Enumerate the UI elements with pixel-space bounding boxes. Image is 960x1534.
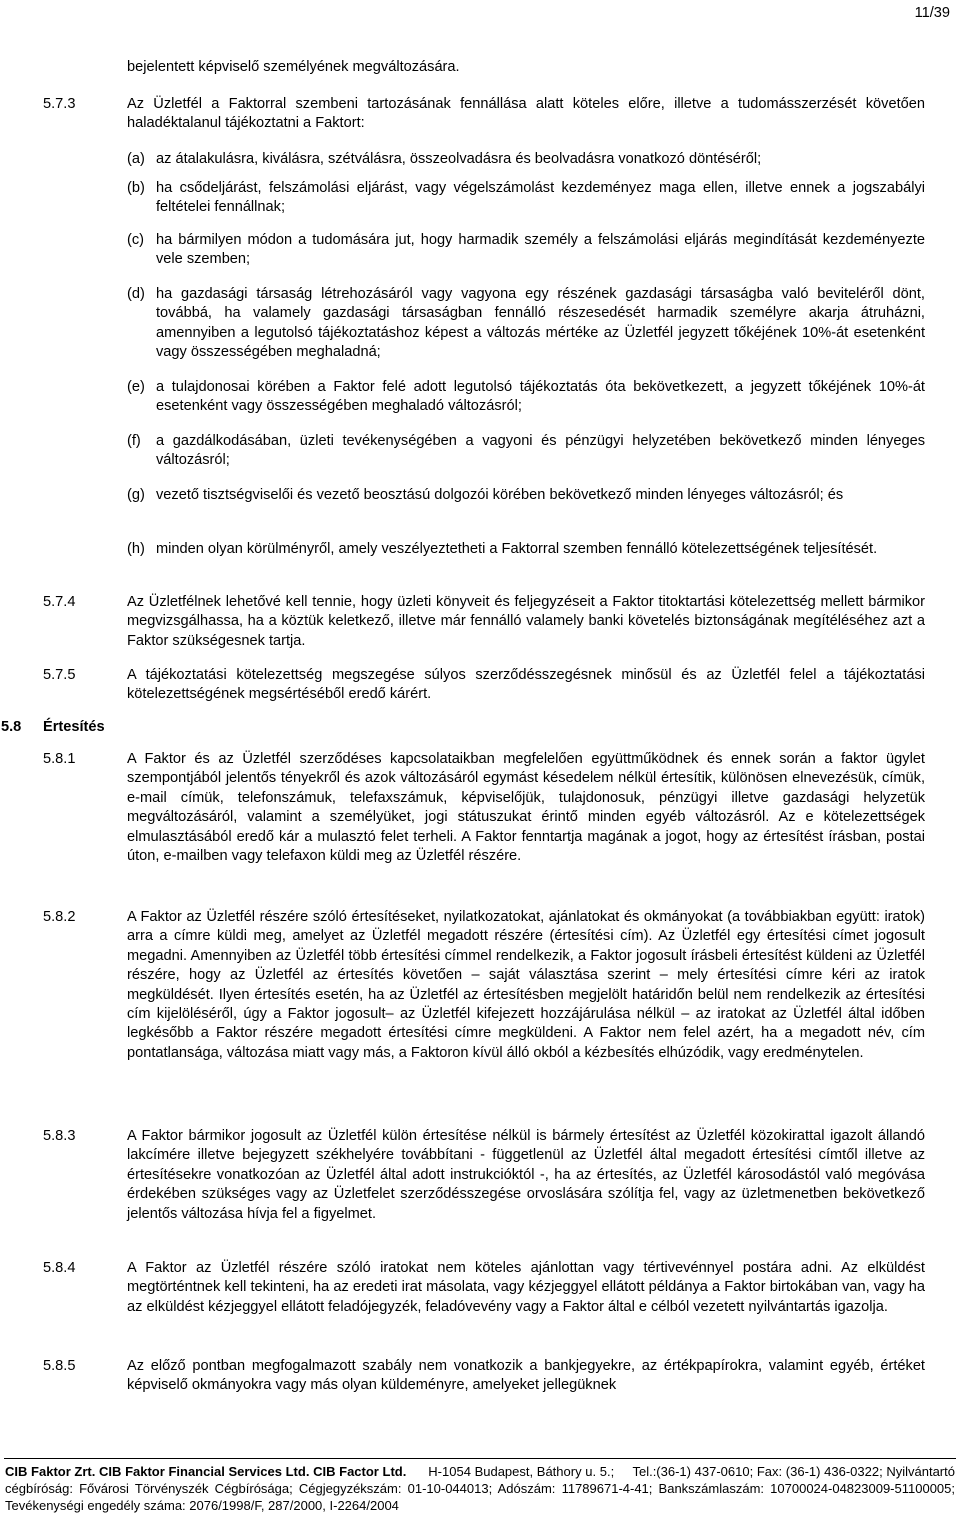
- clause-number: 5.8.4: [43, 1260, 76, 1276]
- clause-text: A Faktor és az Üzletfél szerződéses kapcsolataikban megfelelően együttműködnek és ennek során a faktor ügylet szempontjából jelentős tényekről és azok változásáról egymást késedelem nélkül értesítik, különösen elnevezésük, címük, e-mail címük, telefonszámuk, telefaxszámuk, képviselőjük, tulajdonosuk, pénzügyi illetve gazdasági helyzetük megváltozásáról, valamint a személyüket, jogi státuszukat érintő minden egyéb változásról. Az e kötelezettségek elmulasztásából eredő kár a mulasztó felet terheli. A Faktor fenntartja magának a jogot, hogy az értesítést írásban, postai úton, e-mailben vagy telefaxon küldi meg az Üzletfél részére.: [127, 751, 925, 865]
- clause-number: 5.8.2: [43, 909, 76, 925]
- list-label: (e): [127, 379, 145, 395]
- list-item: minden olyan körülményről, amely veszélyeztetheti a Faktorral szemben fennálló kötelezettségének teljesítését.: [156, 541, 878, 557]
- list-item: a gazdálkodásában, üzleti tevékenységében a vagyoni és pénzügyi helyzetében bekövetkező minden lényeges változásról;: [156, 433, 925, 469]
- footer-registration: Fax: (36-1) 436-0322; Nyilvántartó cégbíróság: Fővárosi Törvényszék Cégbírósága; Cégjegyzékszám: 01-10-044013; Adószám: 11789671-4-41; Bankszámlaszám: 10700024-04823009-51100005; Tevékenységi engedély száma: 2076/1998/F, 287/2000, I-2264/2004: [5, 1464, 955, 1513]
- clause-number: 5.8.5: [43, 1358, 76, 1374]
- list-item: a tulajdonosai körében a Faktor felé adott legutolsó tájékoztatás óta bekövetkezett, a jegyzett tőkéjének 10%-át esetenként vagy összességében meghaladó változásról;: [156, 379, 925, 415]
- footer-phone: Tel.:(36-1) 437-0610;: [632, 1464, 754, 1479]
- clause-text: A Faktor bármikor jogosult az Üzletfél külön értesítése nélkül is bármely értesítést az Üzletfél közokirattal igazolt állandó lakcímére illetve bejegyzett székhelyére továbbítani - függetlenül az Üzletfél által megadott értesítési címtől illetve az értesítésekre vonatkozóan az Üzletfél által adott instrukcióktól -, ha az értesítés, az Üzletfél károsodástól való megóvása érdekében szükséges vagy az Üzletfelet szerződésszegése orvoslására szólítja fel, vagy az üzletmenetben bekövetkező jelentős változása hívja fel a figyelmet.: [127, 1128, 925, 1222]
- footer: [5, 1463, 955, 1514]
- clause-text: A tájékoztatási kötelezettség megszegése súlyos szerződésszegésnek minősül és az Üzletfél felel a tájékoztatási kötelezettségének megsértéséből eredő kárért.: [127, 667, 925, 703]
- clause-text: Az Üzletfélnek lehetővé kell tennie, hogy üzleti könyveit és feljegyzéseit a Faktor titoktartási kötelezettség mellett bármikor megvizsgálhassa, ha a köztük keletkező, illetve már fennálló valamely banki követelés biztonságának megítéléséhez azt a Faktor szükségesnek tartja.: [127, 594, 925, 649]
- list-label: (a): [127, 151, 145, 167]
- list-label: (d): [127, 286, 145, 302]
- clause-number: 5.7.4: [43, 594, 76, 610]
- list-item: az átalakulásra, kiválásra, szétválásra, összeolvadásra és beolvadásra vonatkozó döntéséről;: [156, 151, 762, 167]
- list-label: (f): [127, 433, 141, 449]
- paragraph-continuation: bejelentett képviselő személyének megváltozására.: [127, 59, 460, 75]
- footer-address: H-1054 Budapest, Báthory u. 5.;: [428, 1464, 615, 1479]
- list-label: (b): [127, 180, 145, 196]
- list-label: (c): [127, 232, 145, 248]
- clause-text: A Faktor az Üzletfél részére szóló iratokat nem köteles ajánlottan vagy tértivevénnyel postára adni. Az elküldést megtörténtnek kell tekinteni, ha az eredeti irat másolata, vagy kézjeggyel ellátott példánya a Faktor birtokában van, vagy ha az elküldést kézjeggyel ellátott feladójegyzék, feladóvevény vagy a Faktor által e célból vezetett nyilvántartás igazolja.: [127, 1260, 925, 1315]
- clause-number: 5.7.3: [43, 96, 76, 112]
- list-item: ha csődeljárást, felszámolási eljárást, vagy végelszámolást kezdeményez maga ellen, illetve ennek a jogszabályi feltételei fennállnak;: [156, 180, 925, 216]
- clause-number: 5.7.5: [43, 667, 76, 683]
- clause-text: Az Üzletfél a Faktorral szembeni tartozásának fennállása alatt köteles előre, illetve a tudomásszerzését követően haladéktalanul tájékoztatni a Faktort:: [127, 96, 925, 132]
- list-label: (g): [127, 487, 145, 503]
- list-label: (h): [127, 541, 145, 557]
- clause-text: Az előző pontban megfogalmazott szabály nem vonatkozik a bankjegyekre, az értékpapírokra, valamint egyéb, értéket képviselő okmányokra vagy más olyan küldeményre, amelyeket jellegüknek: [127, 1358, 925, 1394]
- clause-text: A Faktor az Üzletfél részére szóló értesítéseket, nyilatkozatokat, ajánlatokat és okmányokat (a továbbiakban együtt: iratok) arra a címre küldi meg, amelyet az Üzletfél megadott részére (értesítési cím). Az Üzletfél egy értesítési címet jogosult megadni. Amennyiben az Üzletfél több értesítési címmel rendelkezik, a Faktor jogosult írásbeli értesítést küldeni az Üzletfél részére, hogy az Üzletfél az értesítés követően – saját választása szerint – mely értesítési címre kéri az iratok megküldését. Ilyen értesítés esetén, ha az Üzletfél az értesítésben megjelölt határidőn belül nem rendelkezik az értesítési cím kijelöléséről, úgy a Faktor jogosult– az Üzletfél kifejezett hozzájárulása nélkül – az iratokat az Üzletfél által időben legkésőbb a Faktor részére megadott értesítési címre megküldeni. A Faktor nem felel azért, ha a megadott név, cím pontatlansága, változása miatt vagy más, a Faktoron kívül álló okból a kézbesítés elhúzódik, vagy eredménytelen.: [127, 909, 925, 1061]
- list-item: vezető tisztségviselői és vezető beosztású dolgozói körében bekövetkező minden lényeges változásról; és: [156, 487, 844, 503]
- clause-number: 5.8.3: [43, 1128, 76, 1144]
- clause-number: 5.8.1: [43, 751, 76, 767]
- section-number: 5.8: [1, 719, 22, 735]
- list-item: ha gazdasági társaság létrehozásáról vagy vagyona egy részének gazdasági társaságba való beviteléről dönt, továbbá, ha valamely gazdasági társaságban fennálló részesedését harmadik személyre akarja átruházni, amennyiben a legutolsó tájékoztatáshoz képest a változás mértéke az Üzletfél jegyzett tőkéjének 10%-át esetenként vagy összességében meghaladná;: [156, 286, 925, 361]
- list-item: ha bármilyen módon a tudomására jut, hogy harmadik személy a felszámolási eljárás megindítását kezdeményezte vele szemben;: [156, 232, 925, 268]
- section-title: Értesítés: [43, 719, 105, 735]
- footer-company: CIB Faktor Zrt. CIB Faktor Financial Services Ltd. CIB Factor Ltd.: [5, 1464, 407, 1479]
- page-number: 11/39: [914, 5, 950, 21]
- footer-divider: [4, 1458, 956, 1459]
